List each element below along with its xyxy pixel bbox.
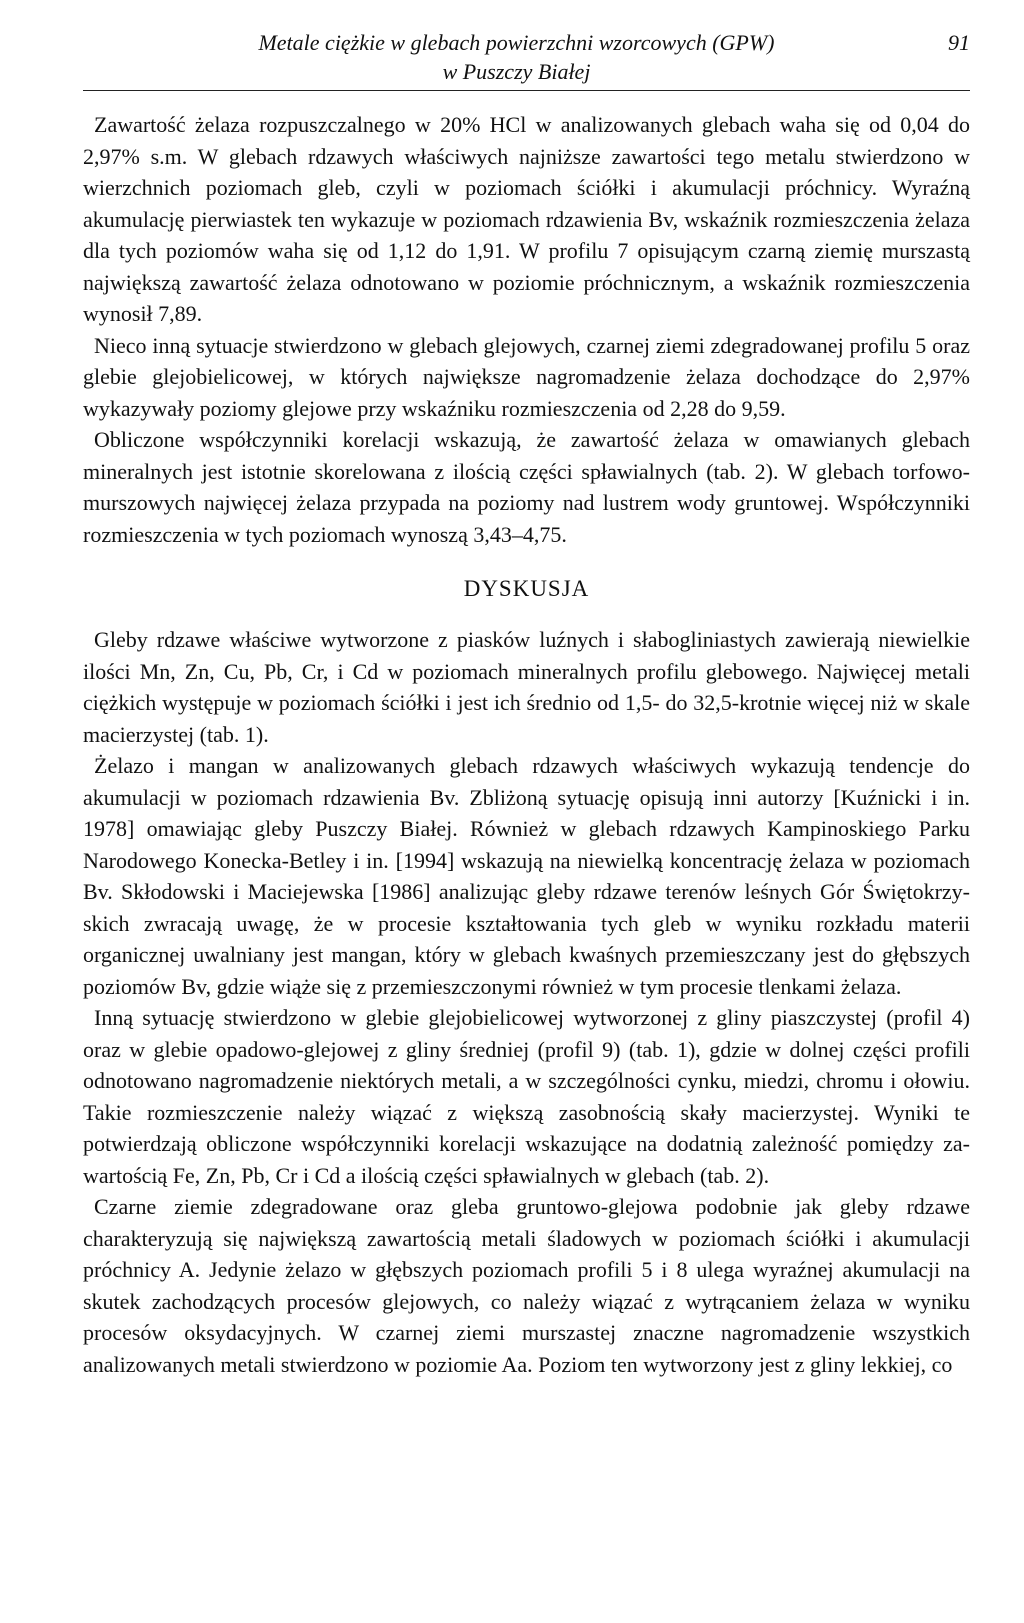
- paragraph-iron-manganese: Żelazo i mangan w analizowanych glebach rdzawych właściwych wykazują tendencje do akumulacji w poziomach rdzawienia Bv. Zbliżoną sytuację opisują inni autorzy [Kuźnicki i in. 1978] omawiając gleby Puszczy Białej. Również w glebach rdzawych Kampinoskiego Parku Narodowego Konecka-Betley i in. [1994] wskazują na niewielką koncentrację żelaza w poziomach Bv. Skłodowski i Maciejewska [1986] analizując gleby rdzawe terenów leśnych Gór Świętokrzyskich zwracają uwagę, że w procesie kształtowania tych gleb w wyniku rozkładu materii organicznej uwalniany jest mangan, który w glebach kwaśnych przemieszczany jest do głębszych poziomów Bv, gdzie wiąże się z przemieszczonymi również w tym procesie tlenkami żelaza.: [83, 753, 970, 999]
- running-title-line-1: Metale ciężkie w glebach powierzchni wzorcowych (GPW): [258, 30, 775, 55]
- running-header: [83, 28, 970, 91]
- paragraph-black-earths: Czarne ziemie zdegradowane oraz gleba gruntowo-glejowa podobnie jak gleby rdzawe charakteryzują się największą zawartością metali śladowych w poziomach ściółki i akumulacji próchnicy A. Jedynie żelazo w głębszych poziomach profili 5 i 8 ulega wyraźnej akumulacji na skutek zachodzących procesów glejowych, co należy wiązać z wytrącaniem żelaza w wyniku procesów oksydacyjnych. W czarnej ziemi murszastej znaczne nagromadzenie wszystkich analizowanych metali stwierdzono w poziomie Aa. Poziom ten wytworzony jest z gliny lekkiej, co: [83, 1194, 970, 1377]
- running-title-line-2: w Puszczy Białej: [442, 59, 591, 84]
- paragraph-correlation: Obliczone współczynniki korelacji wskazują, że zawartość żelaza w omawianych glebach mineralnych jest istotnie skorelowana z ilością części spławialnych (tab. 2). W glebach torfowo-murszowych najwięcej żelaza przypada na poziomy nad lustrem wody gruntowej. Współczynniki rozmieszczenia w tych poziomach wynoszą 3,43–4,75.: [83, 427, 970, 547]
- paragraph-glejobielicowa: Inną sytuację stwierdzono w glebie glejobielicowej wytworzonej z gliny piaszczystej (profil 4) oraz w glebie opadowo-glejowej z gliny średniej (profil 9) (tab. 1), gdzie w dolnej części profili odnotowano nagromadzenie niektórych metali, a w szczególności cynku, miedzi, chromu i ołowiu. Takie rozmieszczenie należy wiązać z większą zasobnością skały macierzystej. Wyniki te potwierdzają obliczone współczynniki korelacji wskazujące na dodatnią zależność pomiędzy zawartością Fe, Zn, Pb, Cr i Cd a ilością części spławialnych w glebach (tab. 2).: [83, 1005, 970, 1188]
- section-heading: DYSKUSJA: [463, 576, 590, 601]
- running-title: [143, 28, 890, 86]
- journal-page: [83, 28, 970, 1380]
- page-number: 91: [948, 30, 970, 55]
- paragraph-iron-content: Zawartość żelaza rozpuszczalnego w 20% HCl w analizowanych glebach waha się od 0,04 do 2,97% s.m. W glebach rdzawych właściwych najniższe zawartości tego metalu stwierdzono w wierzchnich poziomach gleb, czyli w poziomach ściółki i akumulacji próchnicy. Wyraźną akumulację pierwiastek ten wykazuje w poziomach rdzawienia Bv, wskaźnik rozmieszczenia żelaza dla tych poziomów waha się od 1,12 do 1,91. W profilu 7 opisującym czarną ziemię murszastą największą zawartość żelaza odnotowano w poziomie próchnicznym, a wskaźnik rozmieszczenia wynosił 7,89.: [83, 112, 970, 326]
- paragraph-gley-soils: Nieco inną sytuacje stwierdzono w glebach glejowych, czarnej ziemi zdegradowanej profilu 5 oraz glebie glejobielicowej, w których największe nagromadzenie żelaza dochodzące do 2,97% wykazywały poziomy glejowe przy wskaźniku rozmieszczenia od 2,28 do 9,59.: [83, 332, 970, 421]
- paragraph-rusty-soils: Gleby rdzawe właściwe wytworzone z piasków luźnych i słabogliniastych zawierają niewielkie ilości Mn, Zn, Cu, Pb, Cr, i Cd w poziomach mineralnych profilu glebowego. Najwięcej metali ciężkich występuje w poziomach ściółki i jest ich średnio od 1,5- do 32,5-krotnie więcej niż w skale macierzystej (tab. 1).: [83, 627, 970, 747]
- article-body: [83, 109, 970, 1380]
